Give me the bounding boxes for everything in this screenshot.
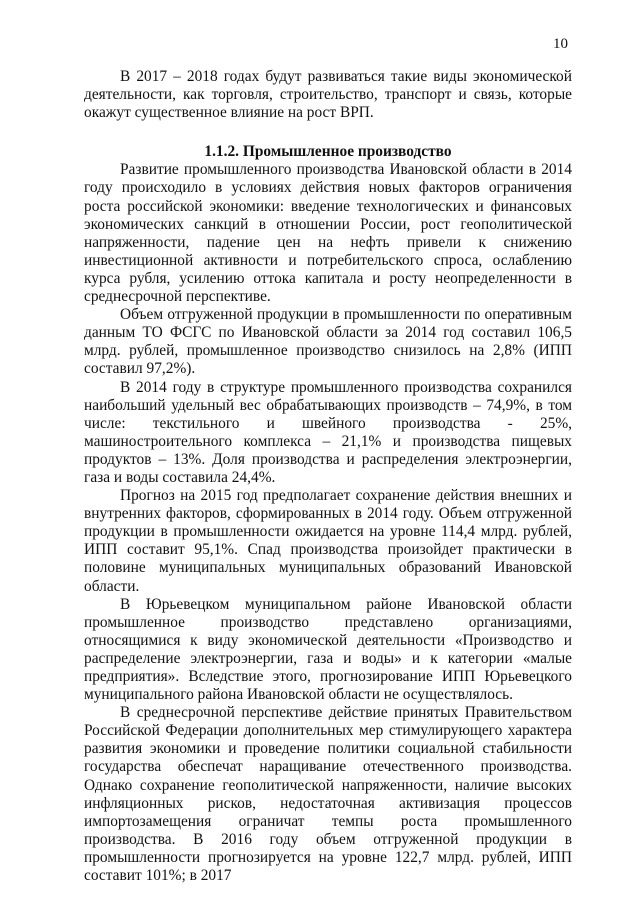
section-paragraph: В 2014 году в структуре промышленного производства сохранился наибольший удельный вес обрабатывающих производств – 74,9%, в том числе: текстильного и швейного производства - 25%, машиностроительного комплекса – 21,1% и производства пищевых продуктов – 13%. Доля производства и распределения электроэнергии, газа и воды составила 24,4%.	[84, 378, 572, 486]
section-paragraph: В Юрьевецком муниципальном районе Ивановской области промышленное производство представлено организациями, относящимися к виду экономической деятельности «Производство и распределение электроэнергии, газа и воды» и к категории «малые предприятия». Вследствие этого, прогнозирование ИПП Юрьевецкого муниципального района Ивановской области не осуществлялось.	[84, 595, 572, 704]
section-heading: 1.1.2. Промышленное производство	[204, 143, 452, 161]
section-paragraph: Прогноз на 2015 год предполагает сохранение действия внешних и внутренних факторов, сформированных в 2014 году. Объем отгруженной продукции в промышленности ожидается на уровне 114,4 млрд. рублей, ИПП составит 95,1%. Спад производства произойдет практически в половине муниципальных муниципальных образований Ивановской области.	[84, 487, 572, 595]
page-number: 10	[553, 36, 568, 52]
section-paragraph: Объем отгруженной продукции в промышленности по оперативным данным ТО ФСГС по Ивановской области за 2014 год составил 106,5 млрд. рублей, промышленное производство снизилось на 2,8% (ИПП составил 97,2%).	[84, 306, 572, 378]
page-content	[84, 68, 572, 885]
section-paragraph: В среднесрочной перспективе действие принятых Правительством Российской Федерации дополнительных мер стимулирующего характера развития экономики и проведение политики социальной стабильности государства обеспечат наращивание отечественного производства. Однако сохранение геополитической напряженности, наличие высоких инфляционных рисков, недостаточная активизация процессов импортозамещения ограничат темпы роста промышленного производства. В 2016 году объем отгруженной продукции в промышленности прогнозируется на уровне 122,7 млрд. рублей, ИПП составит 101%; в 2017	[84, 704, 572, 885]
intro-paragraph: В 2017 – 2018 годах будут развиваться такие виды экономической деятельности, как торговля, строительство, транспорт и связь, которые окажут существенное влияние на рост ВРП.	[84, 68, 572, 122]
section-paragraph: Развитие промышленного производства Ивановской области в 2014 году происходило в условиях действия новых факторов ограничения роста российской экономики: введение технологических и финансовых экономических санкций в отношении России, рост геополитической напряженности, падение цен на нефть привели к снижению инвестиционной активности и потребительского спроса, ослаблению курса рубля, усилению оттока капитала и росту неопределенности в среднесрочной перспективе.	[84, 161, 572, 306]
